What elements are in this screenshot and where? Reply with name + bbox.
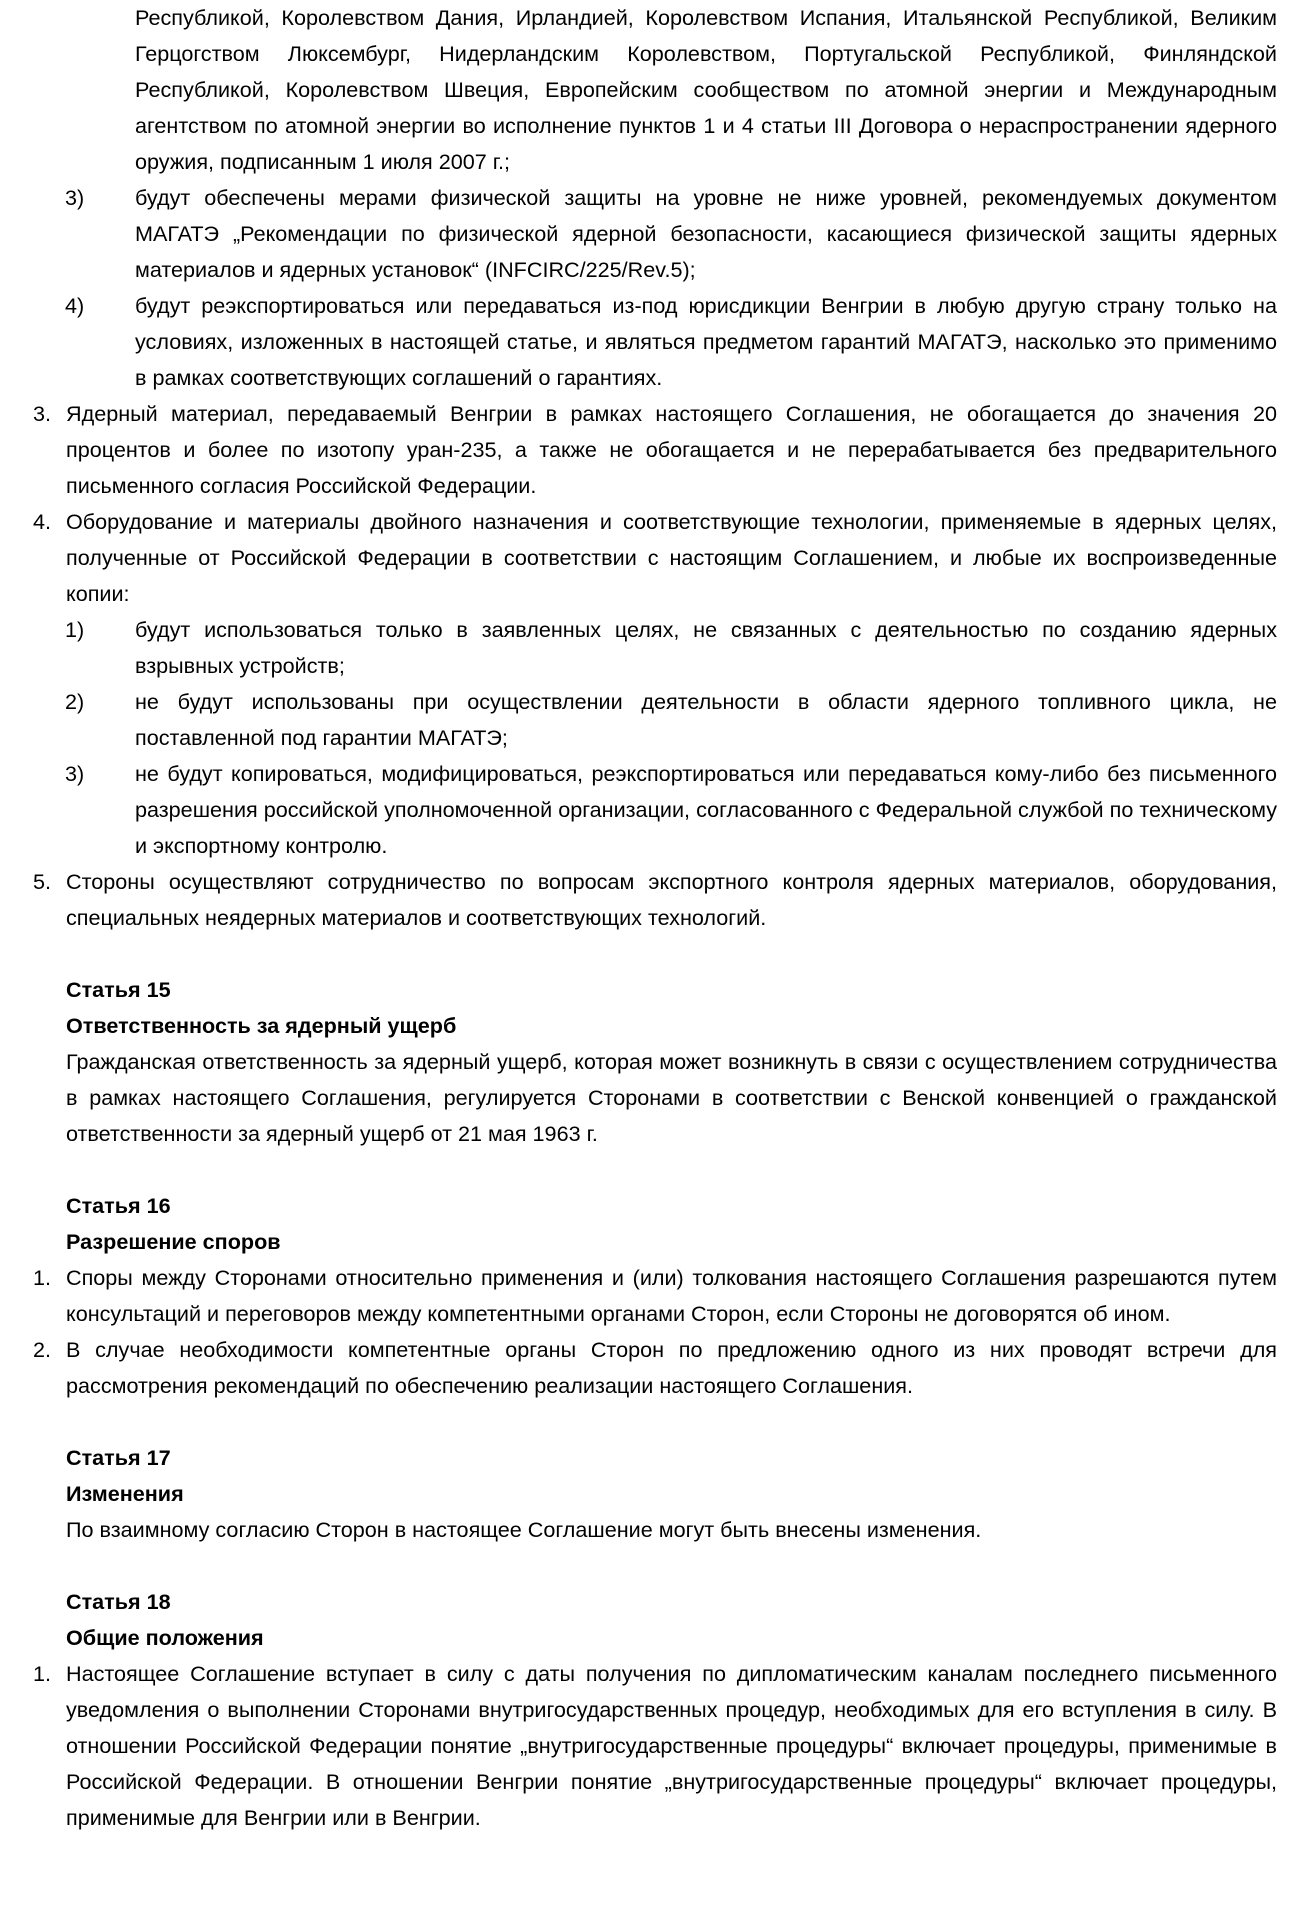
subitem-number: 1)	[65, 617, 85, 642]
item4-subitem-3	[33, 756, 1277, 864]
subitem-number: 2)	[65, 689, 85, 714]
item-number: 3.	[33, 401, 52, 426]
subitem-text: будут обеспечены мерами физической защиты на уровне не ниже уровней, рекомендуемых документом МАГАТЭ „Рекомендации по физической ядерной безопасности, касающиеся физической защиты ядерных материалов и ядерных установок“ (INFCIRC/225/Rev.5);	[135, 185, 1277, 282]
item-number: 1.	[33, 1661, 52, 1686]
spacer	[33, 936, 1277, 972]
item-text: Стороны осуществляют сотрудничество по вопросам экспортного контроля ядерных материалов, оборудования, специальных неядерных материалов и соответствующих технологий.	[66, 869, 1277, 930]
subitem-number: 3)	[65, 185, 85, 210]
subitem-number: 4)	[65, 293, 85, 318]
item-number: 1.	[33, 1265, 52, 1290]
subitem-number: 3)	[65, 761, 85, 786]
item-text: Споры между Сторонами относительно применения и (или) толкования настоящего Соглашения разрешаются путем консультаций и переговоров между компетентными органами Сторон, если Стороны не договорятся об ином.	[66, 1265, 1277, 1326]
article-16-item-2	[33, 1332, 1277, 1404]
list-item-3	[33, 396, 1277, 504]
item-text: В случае необходимости компетентные органы Сторон по предложению одного из них проводят встречи для рассмотрения рекомендаций по обеспечению реализации настоящего Соглашения.	[66, 1337, 1277, 1398]
item4-subitem-2	[33, 684, 1277, 756]
article-18-item-1	[33, 1656, 1277, 1836]
article-18-number: Статья 18	[66, 1589, 171, 1614]
article-15-text: Гражданская ответственность за ядерный ущерб, которая может возникнуть в связи с осуществлением сотрудничества в рамках настоящего Соглашения, регулируется Сторонами в соответствии с Венской конвенцией о гражданской ответственности за ядерный ущерб от 21 мая 1963 г.	[66, 1049, 1277, 1146]
subitem-text: не будут копироваться, модифицироваться, реэкспортироваться или передаваться кому-либо без письменного разрешения российской уполномоченной организации, согласованного с Федеральной службой по техническому и экспортному контролю.	[135, 761, 1277, 858]
article-16-number: Статья 16	[66, 1193, 171, 1218]
item-text: Настоящее Соглашение вступает в силу с даты получения по дипломатическим каналам последнего письменного уведомления о выполнении Сторонами внутригосударственных процедур, необходимых для его вступления в силу. В отношении Российской Федерации понятие „внутригосударственные процедуры“ включает процедуры, применимые в Российской Федерации. В отношении Венгрии понятие „внутригосударственные процедуры“ включает процедуры, применимые для Венгрии или в Венгрии.	[66, 1661, 1277, 1830]
article-16-title: Разрешение споров	[66, 1229, 281, 1254]
item-number: 2.	[33, 1337, 52, 1362]
spacer	[33, 1548, 1277, 1584]
item-text: Оборудование и материалы двойного назначения и соответствующие технологии, применяемые в ядерных целях, полученные от Российской Федерации в соответствии с настоящим Соглашением, и любые их воспроизведенные копии:	[66, 509, 1277, 606]
article-16-item-1	[33, 1260, 1277, 1332]
item-number: 5.	[33, 869, 52, 894]
list-item-5	[33, 864, 1277, 936]
item-number: 4.	[33, 509, 52, 534]
item-text: Ядерный материал, передаваемый Венгрии в рамках настоящего Соглашения, не обогащается до значения 20 процентов и более по изотопу уран-235, а также не обогащается и не перерабатывается без предварительного письменного согласия Российской Федерации.	[66, 401, 1277, 498]
subitem-text: будут использоваться только в заявленных целях, не связанных с деятельностью по созданию ядерных взрывных устройств;	[135, 617, 1277, 678]
article-18-title: Общие положения	[66, 1625, 264, 1650]
article-15-title: Ответственность за ядерный ущерб	[66, 1013, 457, 1038]
subitem-4	[33, 288, 1277, 396]
item4-subitem-1	[33, 612, 1277, 684]
article-17-title: Изменения	[66, 1481, 184, 1506]
article-17-text: По взаимному согласию Сторон в настоящее Соглашение могут быть внесены изменения.	[66, 1517, 982, 1542]
spacer	[33, 1404, 1277, 1440]
subitem-text: будут реэкспортироваться или передаваться из-под юрисдикции Венгрии в любую другую страну только на условиях, изложенных в настоящей статье, и являться предметом гарантий МАГАТЭ, насколько это применимо в рамках соответствующих соглашений о гарантиях.	[135, 293, 1277, 390]
subitem-text: не будут использованы при осуществлении деятельности в области ядерного топливного цикла, не поставленной под гарантии МАГАТЭ;	[135, 689, 1277, 750]
subitem-3	[33, 180, 1277, 288]
list-item-4	[33, 504, 1277, 612]
article-17-number: Статья 17	[66, 1445, 171, 1470]
spacer	[33, 1152, 1277, 1188]
article-15-number: Статья 15	[66, 977, 171, 1002]
continuation-paragraph: Республикой, Королевством Дания, Ирландией, Королевством Испания, Итальянской Республикой, Великим Герцогством Люксембург, Нидерландским Королевством, Португальской Республикой, Финляндской Республикой, Королевством Швеция, Европейским сообществом по атомной энергии и Международным агентством по атомной энергии во исполнение пунктов 1 и 4 статьи III Договора о нераспространении ядерного оружия, подписанным 1 июля 2007 г.;	[135, 5, 1277, 174]
